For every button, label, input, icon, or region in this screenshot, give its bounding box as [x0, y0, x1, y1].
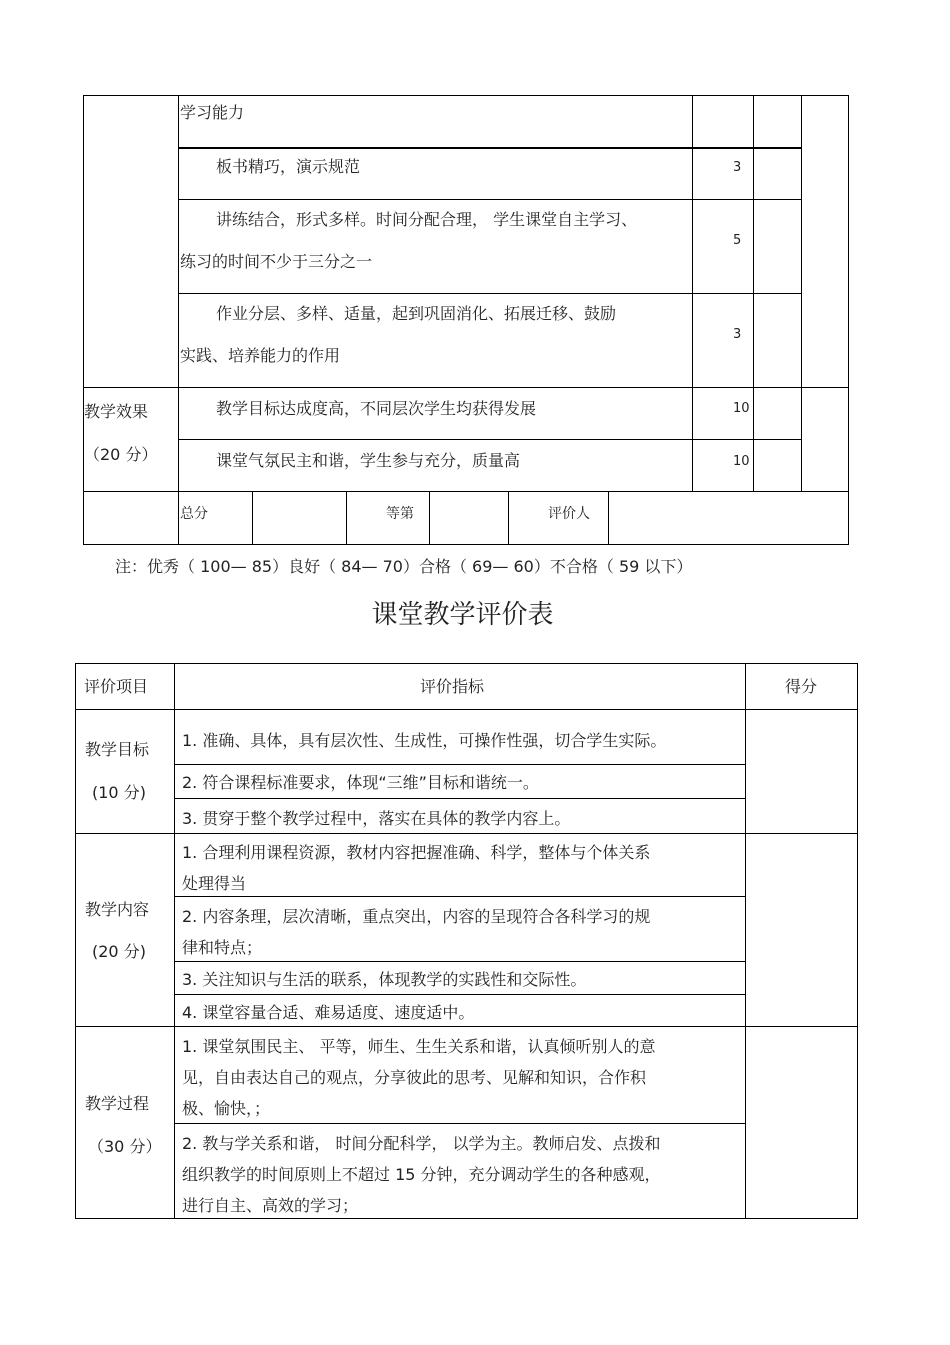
criterion-text: 教学目标达成度高，不同层次学生均获得发展 — [216, 399, 537, 418]
criterion-text: 实践、培养能力的作用 — [180, 346, 341, 365]
section-label: 教学内容 — [85, 900, 150, 919]
header-indicator: 评价指标 — [420, 677, 485, 696]
indicator-item: 3. 贯穿于整个教学过程中，落实在具体的教学内容上。 — [182, 809, 571, 828]
indicator-item: 极、愉快，； — [182, 1099, 271, 1118]
row-ability-label: 学习能力 — [180, 103, 245, 122]
indicator-item: 3. 关注知识与生活的联系，体现教学的实践性和交际性。 — [182, 970, 587, 989]
criterion-score: 10 — [733, 454, 750, 469]
criterion-text: 作业分层、多样、适量，起到巩固消化、拓展迁移、鼓励 — [216, 304, 617, 323]
criterion-score: 3 — [733, 327, 742, 342]
criterion-score: 5 — [733, 233, 742, 248]
category-points: （20 分） — [84, 445, 158, 464]
criterion-text: 讲练结合，形式多样。时间分配合理， 学生课堂自主学习、 — [216, 210, 638, 229]
section-points: (20 分) — [92, 942, 146, 961]
header-score: 得分 — [785, 677, 818, 696]
indicator-item: 1. 合理利用课程资源，教材内容把握准确、科学，整体与个体关系 — [182, 843, 651, 862]
grade-label: 等第 — [386, 506, 414, 522]
indicator-item: 2. 符合课程标准要求，体现“三维”目标和谐统一。 — [182, 773, 539, 792]
indicator-item: 2. 内容条理，层次清晰，重点突出，内容的呈现符合各科学习的规 — [182, 907, 651, 926]
indicator-item: 处理得当 — [182, 874, 247, 893]
criterion-score: 10 — [733, 401, 750, 416]
indicator-item: 组织教学的时间原则上不超过 15 分钟，充分调动学生的各种感观， — [182, 1165, 661, 1184]
indicator-item: 1. 课堂氛围民主、 平等，师生、生生关系和谐，认真倾听别人的意 — [182, 1037, 656, 1056]
criterion-score: 3 — [733, 160, 742, 175]
indicator-item: 2. 教与学关系和谐， 时间分配科学， 以学为主。教师启发、点拨和 — [182, 1134, 661, 1153]
page-title: 课堂教学评价表 — [371, 600, 554, 630]
indicator-item: 见，自由表达自己的观点，分享彼此的思考、见解和知识，合作积 — [182, 1068, 647, 1087]
criterion-text: 练习的时间不少于三分之一 — [180, 252, 373, 271]
criterion-text: 课堂气氛民主和谐，学生参与充分，质量高 — [216, 451, 521, 470]
indicator-item: 律和特点； — [182, 938, 263, 957]
section-points: (10 分) — [92, 783, 146, 802]
section-points: （30 分） — [88, 1137, 162, 1156]
grading-note: 注：优秀（ 100— 85）良好（ 84— 70）合格（ 69— 60）不合格（ 59 以下） — [115, 557, 693, 576]
section-label: 教学目标 — [85, 740, 150, 759]
indicator-item: 4. 课堂容量合适、难易适度、速度适中。 — [182, 1003, 475, 1022]
total-label: 总分 — [180, 506, 208, 522]
indicator-item: 1. 准确、具体，具有层次性、生成性，可操作性强，切合学生实际。 — [182, 731, 667, 750]
indicator-item: 进行自主、高效的学习； — [182, 1196, 359, 1215]
section-label: 教学过程 — [85, 1094, 150, 1113]
header-project: 评价项目 — [84, 677, 149, 696]
category-label: 教学效果 — [84, 402, 149, 421]
criterion-text: 板书精巧，演示规范 — [216, 157, 361, 176]
evaluator-label: 评价人 — [548, 506, 590, 522]
